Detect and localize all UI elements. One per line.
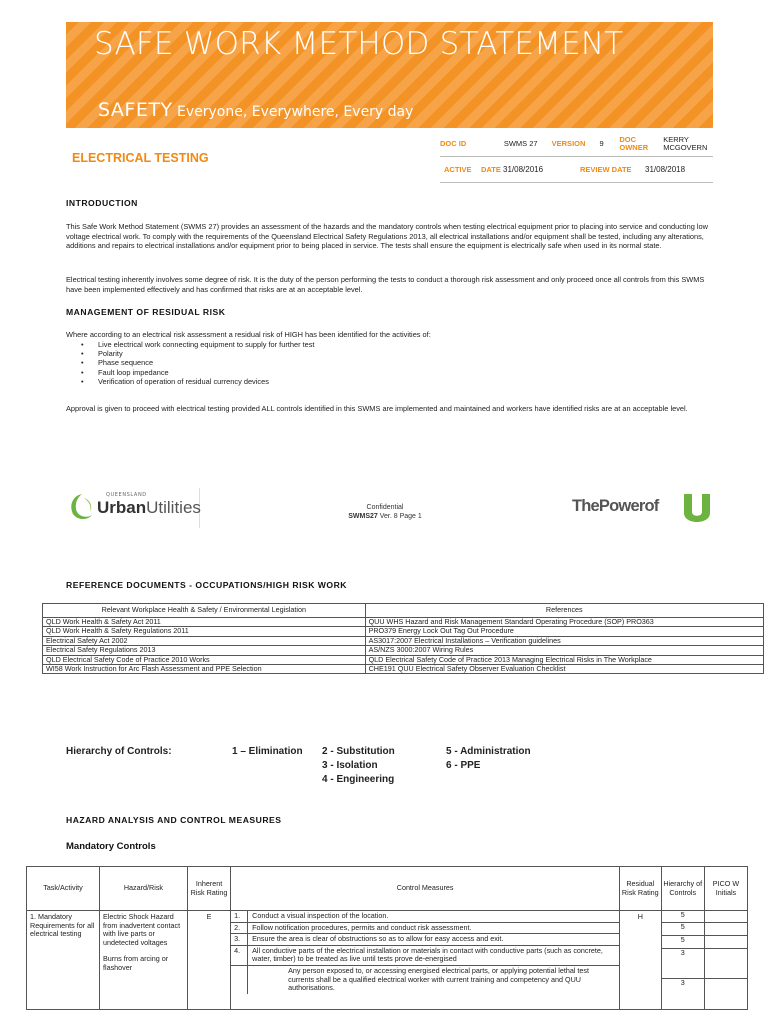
legislation-cell: Electrical Safety Act 2002 — [43, 636, 366, 645]
hierarchy-value: 5 — [662, 911, 704, 923]
control-text: All conductive parts of the electrical installation or materials in contact with conductive parts (such as concrete, water, timber) to be treated as live until tests prove de-energised — [252, 945, 603, 964]
control-number: 3. — [231, 934, 248, 945]
column-header-task: Task/Activity — [27, 867, 100, 911]
hazard-electric-shock: Electric Shock Hazard from inadvertent contact with live parts or undetected voltages — [103, 912, 181, 947]
pico-initials-field[interactable] — [705, 936, 747, 949]
list-item: • Verification of operation of residual currency devices — [76, 377, 315, 386]
hierarchy-cell — [661, 911, 704, 1010]
introduction-paragraph-2: Electrical testing inherently involves some degree of risk. It is the duty of the person performing the tests to conduct a thorough risk assessment and only proceed once all controls from this SWMS have been implemented effectively and has confirmed that risks are at an acceptable level. — [66, 275, 705, 294]
column-header-controls: Control Measures — [231, 867, 620, 911]
reference-cell: CHE191 QUU Electrical Safety Observer Evaluation Checklist — [365, 665, 763, 674]
control-text: Follow notification procedures, permits and conduct risk assessment. — [252, 922, 472, 932]
table-row — [43, 646, 764, 655]
logo-urban-text: Urban — [97, 498, 147, 517]
pico-initials-field[interactable] — [705, 911, 747, 923]
hazard-cell — [100, 911, 188, 1010]
list-item: • Fault loop impedance — [76, 368, 315, 377]
table-row — [43, 665, 764, 674]
table-row — [43, 627, 764, 636]
owner-value: KERRY MCGOVERN — [663, 134, 708, 152]
pico-initials-field[interactable] — [705, 979, 747, 1009]
pico-initials-field[interactable] — [705, 949, 747, 979]
active-date-value: 31/08/2016 — [503, 164, 544, 174]
control-measure-row — [231, 934, 619, 946]
confidential-label: Confidential — [366, 504, 404, 511]
control-number: 1. — [231, 911, 248, 922]
page-version: Ver. 8 Page 1 — [377, 513, 422, 520]
control-isolation: 3 - Isolation — [322, 760, 378, 771]
control-number — [231, 966, 248, 994]
list-item: • Phase sequence — [76, 358, 315, 367]
hierarchy-value: 3 — [662, 949, 704, 979]
power-of-text: ThePowerof — [572, 497, 659, 515]
control-engineering: 4 - Engineering — [322, 774, 395, 785]
pico-cell — [704, 911, 747, 1010]
u-letter-icon — [682, 492, 712, 526]
legislation-cell: WI58 Work Instruction for Arc Flash Assessment and PPE Selection — [43, 665, 366, 674]
page-number — [320, 512, 450, 521]
control-administration: 5 - Administration — [446, 746, 531, 757]
safety-tagline — [98, 99, 413, 121]
list-item: • Live electrical work connecting equipment to supply for further test — [76, 340, 315, 349]
table-header-row — [43, 604, 764, 618]
table-row — [27, 911, 748, 1010]
reference-cell: QLD Electrical Safety Code of Practice 2013 Managing Electrical Risks in The Workplace — [365, 655, 763, 664]
table-header-row — [27, 867, 748, 911]
reference-cell: AS/NZS 3000:2007 Wiring Rules — [365, 646, 763, 655]
reference-cell: AS3017:2007 Electrical Installations – Verification guidelines — [365, 636, 763, 645]
residual-rating-cell: H — [620, 911, 661, 1010]
control-text: Any person exposed to, or accessing energised electrical parts, or applying potential lethal test currents shall be a qualified electrical worker with current training and competency and QUU authorisations. — [288, 965, 589, 993]
list-item: • Polarity — [76, 349, 315, 358]
review-date-value: 31/08/2018 — [645, 164, 686, 174]
legislation-cell: QLD Electrical Safety Code of Practice 2010 Works — [43, 655, 366, 664]
page-title: ELECTRICAL TESTING — [72, 151, 209, 165]
tagline-rest: Everyone, Everywhere, Every day — [172, 104, 414, 120]
control-substitution: 2 - Substitution — [322, 746, 395, 757]
swirl-icon — [68, 492, 96, 522]
hierarchy-value: 5 — [662, 936, 704, 949]
legislation-cell: QLD Work Health & Safety Act 2011 — [43, 618, 366, 627]
inherent-rating-cell: E — [187, 911, 230, 1010]
hierarchy-label: Hierarchy of Controls: — [66, 746, 172, 757]
control-measure-row — [231, 946, 619, 966]
control-text: Ensure the area is clear of obstructions so as to allow for easy access and exit. — [252, 934, 504, 944]
hierarchy-value: 3 — [680, 978, 685, 987]
active-label: ACTIVE — [444, 164, 472, 174]
header-banner — [66, 22, 713, 128]
meta-row-id — [440, 131, 713, 157]
control-ppe: 6 - PPE — [446, 760, 481, 771]
task-cell: 1. Mandatory Requirements for all electrical testing — [27, 911, 100, 1010]
date-label: DATE — [481, 164, 501, 174]
document-heading: SAFE WORK METHOD STATEMENT — [94, 26, 624, 62]
column-header-hazard: Hazard/Risk — [100, 867, 188, 911]
control-measure-row — [231, 923, 619, 935]
column-header-pico: PICO W Initials — [704, 867, 747, 911]
mandatory-controls-heading: Mandatory Controls — [66, 841, 156, 852]
version-value: 9 — [599, 138, 604, 148]
doc-id-value: SWMS 27 — [503, 138, 538, 148]
version-label: VERSION — [551, 138, 586, 148]
column-header-residual: Residual Risk Rating — [620, 867, 661, 911]
reference-table — [42, 603, 764, 674]
review-date-label: REVIEW DATE — [580, 164, 632, 174]
reference-cell: QUU WHS Hazard and Risk Management Standard Operating Procedure (SOP) PRO363 — [365, 618, 763, 627]
control-number: 2. — [231, 923, 248, 934]
logo-wordmark — [97, 498, 201, 518]
hazard-analysis-heading: HAZARD ANALYSIS AND CONTROL MEASURES — [66, 815, 282, 825]
control-measure-row — [231, 966, 619, 994]
pico-initials-field[interactable] — [705, 923, 747, 936]
doc-id-label: DOC ID — [440, 138, 467, 148]
column-header-references: References — [365, 604, 763, 618]
tagline-safety: SAFETY — [98, 99, 173, 121]
page-code: SWMS27 — [348, 513, 378, 520]
owner-label: DOC OWNER — [619, 134, 649, 152]
introduction-paragraph-1: This Safe Work Method Statement (SWMS 27) provides an assessment of the hazards and the mandatory controls when testing electrical equipment prior to placing into service and conducting low voltage electrical work. To comply with the requirements of the Queensland Electrical Safety Regulations 2013, all electrical installations and/or equipment shall be tested, including any alterations, additions and repairs to electrical installations and/or equipment prior to being placed in service. The tests shall ensure the equipment is electrically safe when used in its normal state. — [66, 222, 708, 251]
control-measures-cell — [231, 911, 620, 1010]
control-measure-row — [231, 911, 619, 923]
control-number: 4. — [231, 946, 248, 965]
meta-row-dates — [440, 157, 713, 183]
urban-utilities-logo — [66, 488, 200, 528]
residual-risk-list — [76, 340, 315, 386]
hierarchy-value: 5 — [662, 923, 704, 936]
reference-documents-heading: REFERENCE DOCUMENTS - OCCUPATIONS/HIGH RISK WORK — [66, 580, 348, 590]
logo-utilities-text: Utilities — [146, 498, 201, 517]
page-footer — [320, 503, 450, 521]
reference-cell: PRO379 Energy Lock Out Tag Out Procedure — [365, 627, 763, 636]
power-of-u-logo — [572, 492, 712, 526]
column-header-hierarchy: Hierarchy of Controls — [661, 867, 704, 911]
control-elimination: 1 – Elimination — [232, 746, 303, 757]
column-header-inherent: Inherent Risk Rating — [187, 867, 230, 911]
residual-risk-intro: Where according to an electrical risk assessment a residual risk of HIGH has been identified for the activities of: — [66, 330, 431, 339]
introduction-heading: INTRODUCTION — [66, 198, 138, 208]
legislation-cell: Electrical Safety Regulations 2013 — [43, 646, 366, 655]
approval-paragraph: Approval is given to proceed with electrical testing provided ALL controls identified in this SWMS are implemented and maintained and workers have identified risks are at an acceptable level. — [66, 404, 688, 413]
document-metadata — [440, 131, 713, 183]
residual-risk-heading: MANAGEMENT OF RESIDUAL RISK — [66, 307, 226, 317]
logo-state-text: QUEENSLAND — [106, 492, 147, 498]
control-text: Conduct a visual inspection of the location. — [252, 911, 389, 920]
hazard-burns: Burns from arcing or flashover — [103, 954, 169, 972]
legislation-cell: QLD Work Health & Safety Regulations 2011 — [43, 627, 366, 636]
hazard-table — [26, 866, 748, 1010]
column-header-legislation: Relevant Workplace Health & Safety / Environmental Legislation — [43, 604, 366, 618]
